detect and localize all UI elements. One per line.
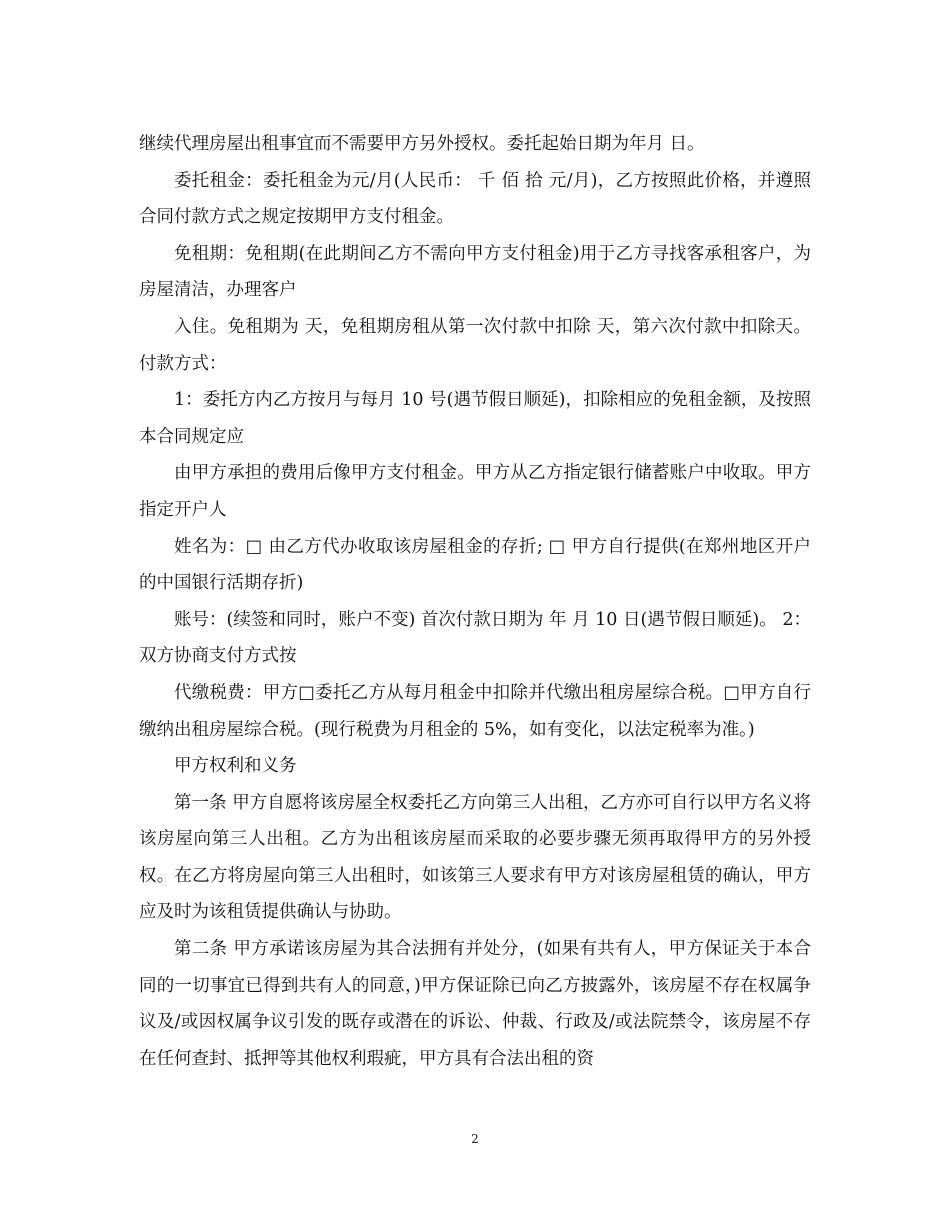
page-number: 2 bbox=[471, 1132, 479, 1146]
paragraph: 免租期：免租期(在此期间乙方不需向甲方支付租金)用于乙方寻找客承租客户，为房屋清洁，办理客户 bbox=[139, 243, 811, 301]
paragraph: 账号：(续签和同时，账户不变) 首次付款日期为 年 月 10 日(遇节假日顺延)。 2：双方协商支付方式按 bbox=[139, 609, 811, 667]
paragraph: 代缴税费：甲方□委托乙方从每月租金中扣除并代缴出租房屋综合税。□甲方自行缴纳出租房屋综合税。(现行税费为月租金的 5%，如有变化，以法定税率为准。) bbox=[139, 682, 811, 740]
paragraph: 1：委托方内乙方按月与每月 10 号(遇节假日顺延)，扣除相应的免租金额，及按照本合同规定应 bbox=[139, 390, 811, 447]
paragraph: 入住。免租期为 天，免租期房租从第一次付款中扣除 天，第六次付款中扣除天。 付款方式： bbox=[139, 316, 811, 374]
paragraph: 由甲方承担的费用后像甲方支付租金。甲方从乙方指定银行储蓄账户中收取。甲方指定开户人 bbox=[139, 463, 811, 520]
paragraph: 第二条 甲方承诺该房屋为其合法拥有并处分，(如果有共有人，甲方保证关于本合同的一切事宜已得到共有人的同意，)甲方保证除已向乙方披露外，该房屋不存在权属争议及/或因权属争议引发的既存或潜在的诉讼、仲裁、行政及/或法院禁令，该房屋不存在任何查封、抵押等其他权利瑕疵，甲方具有合法出租的资 bbox=[139, 939, 811, 1069]
section-heading: 甲方权利和义务 bbox=[174, 756, 297, 777]
paragraph: 继续代理房屋出租事宜而不需要甲方另外授权。委托起始日期为年月 日。 bbox=[139, 134, 705, 154]
paragraph: 委托租金：委托租金为元/月(人民币： 千 佰 拾 元/月)，乙方按照此价格，并遵照合同付款方式之规定按期甲方支付租金。 bbox=[139, 170, 811, 228]
paragraph: 姓名为：□ 由乙方代办收取该房屋租金的存折; □ 甲方自行提供(在郑州地区开户的中国银行活期存折) bbox=[139, 536, 811, 594]
document-body bbox=[139, 126, 811, 1077]
paragraph: 第一条 甲方自愿将该房屋全权委托乙方向第三人出租，乙方亦可自行以甲方名义将该房屋向第三人出租。乙方为出租该房屋而采取的必要步骤无须再取得甲方的另外授权。在乙方将房屋向第三人出租时，如该第三人要求有甲方对该房屋租赁的确认，甲方应及时为该租赁提供确认与协助。 bbox=[139, 792, 811, 923]
